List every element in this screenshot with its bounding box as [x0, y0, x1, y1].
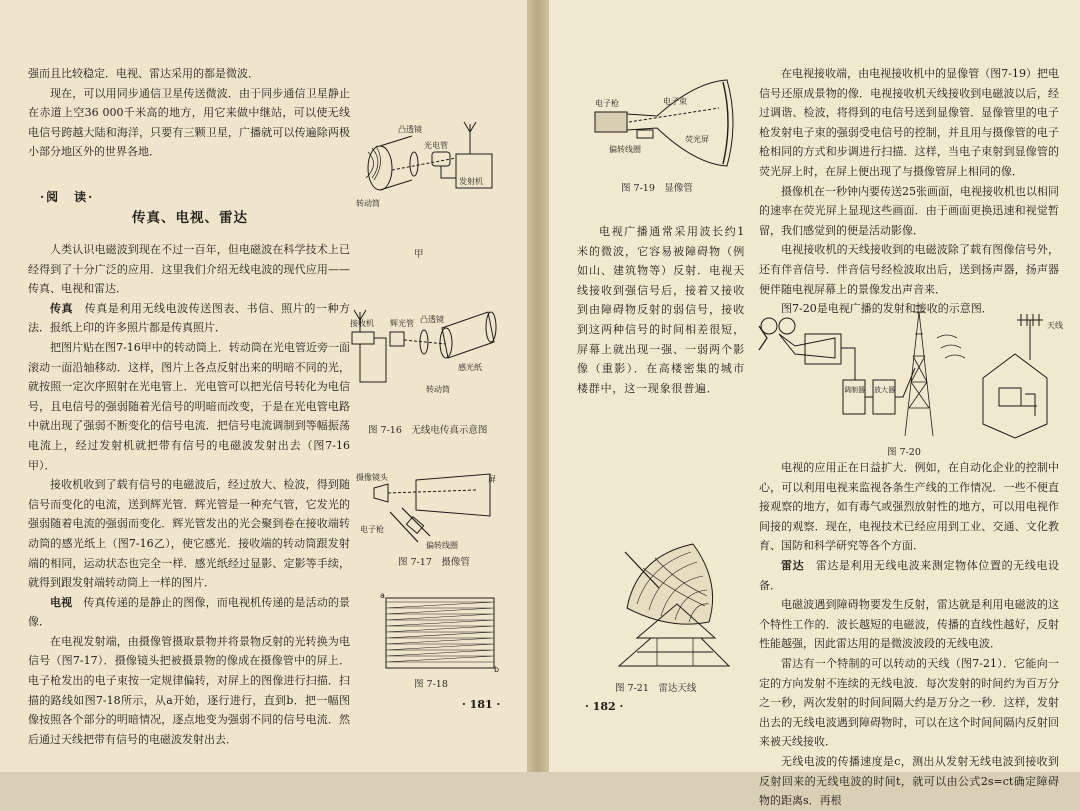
camera-body	[779, 334, 835, 358]
figure-7-17	[356, 470, 502, 550]
camera-reel	[761, 318, 777, 334]
paragraph: 电磁波遇到障碍物要发生反射，雷达就是利用电磁波的这个特性工作的．波长越短的电磁波，传播的直线性越好，反射性能越强，因此雷达用的是微波波段的无线电波．	[759, 598, 1059, 651]
tv-receiver-text	[759, 64, 1059, 319]
intro-text	[28, 64, 350, 162]
tv-broadcast-diagram	[755, 298, 1065, 440]
label-glow-tube: 辉光管	[390, 319, 414, 328]
body-text-column	[28, 240, 350, 749]
scan-path-diagram	[378, 590, 500, 672]
figure-caption: 图 7-20	[887, 447, 921, 458]
right-page	[548, 0, 1080, 808]
electron-gun	[595, 112, 627, 132]
figure-7-19	[587, 78, 747, 170]
paragraph: 人类认识电磁波到现在不过一百年，但电磁波在科学技术上已经得到了十分广泛的应用．这里我们介绍无线电波的现代应用——传真、电视和雷达．	[28, 243, 350, 296]
light-ray	[392, 158, 456, 170]
glow-tube	[390, 332, 404, 346]
tube-body	[627, 80, 733, 166]
paragraph-radar	[759, 556, 1059, 595]
radar-dish	[627, 544, 713, 624]
deflection-coil	[637, 130, 653, 138]
pedestal	[619, 638, 729, 666]
tv-set	[999, 388, 1021, 406]
left-page	[0, 0, 528, 772]
paragraph: 摄像机在一秒钟内要传送25张画面，电视接收机也以相同的速率在荧光屏上显现这些画面．由于画面更换迅速和视觉暂留，我们感觉到的便是活动影像．	[759, 184, 1059, 237]
label-electron-gun: 电子枪	[360, 525, 384, 534]
figure-7-18	[378, 590, 500, 672]
page-number: · 182 ·	[585, 700, 624, 713]
camera-tube-diagram	[356, 470, 502, 550]
deflection-coil	[406, 517, 423, 534]
label-screen: 屏	[488, 475, 496, 484]
paragraph: 现在，可以用同步通信卫星传送微波．由于同步通信卫星静止在赤道上空36 000千米高的地方，用它来做中继站，可以使无线电信号跨越大陆和海洋，只要有三颗卫星，广播就可以传遍除两极小部分地区外的世界各地．	[28, 86, 350, 159]
label-photo-paper: 感光纸	[458, 363, 482, 372]
receiver-box	[352, 332, 374, 344]
book-gutter	[528, 0, 548, 772]
paragraph: 无线电波的传播速度是c，测出从发射无线电波到接收到反射回来的无线电波的时间t，就可以由公式2s=ct确定障碍物的距离s．再根	[759, 754, 1059, 808]
camera-box	[805, 334, 841, 364]
drum-with-paper	[442, 312, 494, 358]
label-a: a	[380, 591, 385, 600]
figure-caption: 图 7-17 摄像管	[398, 557, 470, 568]
paragraph: 强而且比较稳定．电视、雷达采用的都是微波．	[28, 67, 259, 80]
house	[983, 354, 1047, 438]
transmission-tower	[905, 312, 933, 436]
tv-antenna	[1017, 314, 1043, 360]
lens	[410, 152, 418, 176]
term-fax: 传真	[50, 301, 74, 315]
figure-caption: 图 7-16 无线电传真示意图	[368, 425, 488, 436]
fluorescent-screen	[723, 82, 728, 164]
figure-7-21	[597, 538, 747, 670]
paragraph: 在电视接收端，由电视接收机中的显像管（图7-19）把电信号还原成景物的像．电视接收机天线接收到电磁波以后，经过调谐、检波，将得到的电信号送到显像管．显像管里的电子枪发射电子束的强弱受电信号的控制，并且用与摄像管的电子枪相同的方式和步调进行扫描．这样，当电子束射到显像管的荧光屏上时，在屏上便出现了与摄像管屏上相同的像．	[759, 67, 1059, 178]
term-tv: 电视	[50, 595, 73, 609]
figure-caption: 图 7-19 显像管	[621, 183, 693, 194]
paragraph: 接收机收到了载有信号的电磁波后，经过放大、检波，得到随信号而变化的电流，送到辉光管．辉光管是一种充气管，它发光的强弱随着电流的强弱而变化．辉光管发出的光会聚到卷在接收端转动筒的感光纸上（图7-16乙），使它感光．接收端的转动筒跟发射端的相同，运动状态也完全一样．感光纸经过显影、定影等手续，就得到跟发射端转动筒上一样的图片．	[28, 478, 350, 590]
label-b: b	[494, 665, 500, 674]
tv-definition: 传真传递的是静止的图像，而电视机传递的是活动的景像．	[28, 595, 351, 629]
drum-end	[368, 146, 392, 190]
label-receiver: 接收机	[350, 319, 374, 328]
scan-lines	[386, 602, 494, 662]
paragraph: 雷达有一个特制的可以转动的天线（图7-21）．它能向一定的方向发射不连续的无线电波．每次发射的时间约为百万分之一秒，两次发射的时间间隔大约是万分之一秒．这样，发射出去的无线电波遇到障碍物时，可以在这个时间间隔内反射回来被天线接收．	[759, 656, 1059, 749]
label-deflection-coil: 偏转线圈	[609, 145, 641, 154]
paragraph: 图7-20是电视广播的发射和接收的示意图．	[781, 302, 993, 316]
paragraph: 电视广播通常采用波长约1米的微波，它容易被障碍物（例如山、建筑物等）反射．电视天线接收到强信号后，接着又接收到由障碍物反射的弱信号，接收到这两种信号的时间相差很短，屏幕上就出现一强、一弱两个影像（重影）．在高楼密集的城市楼群中，这一现象很普遍．	[577, 225, 745, 395]
label-transmitter: 发射机	[459, 177, 483, 186]
picture-tube-diagram	[587, 78, 747, 170]
label-electron-beam: 电子束	[663, 97, 687, 106]
section-title: 传真、电视、雷达	[132, 210, 248, 226]
label-amplifier: 放大器	[874, 386, 895, 394]
ghost-image-text	[577, 222, 745, 398]
camera-lens	[374, 484, 388, 502]
label-modulator: 调制器	[844, 386, 865, 394]
antenna	[464, 122, 476, 154]
label-photocell: 光电管	[424, 141, 448, 150]
paragraph-tv	[28, 593, 350, 632]
label-electron-gun: 电子枪	[595, 99, 619, 108]
radio-waves	[937, 335, 965, 358]
radar-definition: 雷达是利用无线电波来测定物体位置的无线电设备．	[759, 558, 1060, 592]
reading-label: ·阅 读·	[40, 190, 95, 204]
term-radar: 雷达	[781, 558, 805, 572]
figure-7-16-jia	[352, 118, 502, 228]
photocell	[432, 152, 450, 166]
radar-text-column	[759, 458, 1059, 811]
label-antenna: 天线	[1047, 321, 1063, 330]
label-drum: 转动筒	[356, 199, 380, 208]
fax-transmitter-diagram	[352, 118, 502, 228]
drum-body	[380, 136, 412, 190]
paragraph: 把图片贴在图7-16甲中的转动筒上．转动筒在光电管近旁一面滚动一面沿轴移动．这样，图片上各点反射出来的明暗不同的光，就按照一定次序照射在光电管上．光电管可以把光信号转化为电信号，且电信号的强弱随着光信号的明暗而改变，于是在光电管电路中就出现了强弱不断变化的信号电流．把信号电流调制到等幅振荡电流上，经过发射机就把带有信号的电磁波发射出去（图7-16甲）．	[28, 340, 350, 472]
figure-7-16-yi	[350, 302, 500, 410]
label-jia: 甲	[414, 249, 424, 260]
paragraph: 电视的应用正在日益扩大．例如，在自动化企业的控制中心，可以利用电视来监视各条生产线的工作情况．一些不便直接观察的地方，如有毒气或强烈放射性的地方，可以用电视作间接的观察．现在，电视技术已经应用到工业、交通、文化教育、国防和科学研究等各个方面．	[759, 461, 1059, 553]
paragraph: 在电视发射端，由摄像管摄取景物并将景物反射的光转换为电信号（图7-17）．摄像镜头把被摄景物的像成在摄像管中的屏上．电子枪发出的电子束按一定规律偏转，对屏上的图像进行扫描．扫描的路线如图7-18所示，从a开始，逐行进行，直到b．把一幅图像按照各个部分的明暗情况，逐点地变为强弱不同的信号电流．然后通过天线把带有信号的电磁波发射出去．	[28, 634, 350, 746]
figure-caption: 图 7-18	[414, 679, 448, 690]
page-number: · 181 ·	[462, 698, 501, 711]
label-drum: 转动筒	[426, 385, 450, 394]
radar-antenna-drawing	[597, 538, 747, 670]
fax-receiver-diagram	[350, 302, 500, 410]
label-camera-lens: 摄像镜头	[356, 473, 388, 482]
fax-definition: 传真是利用无线电波传送图表、书信、照片的一种方法．报纸上印的许多照片都是传真照片．	[28, 301, 351, 335]
label-lens: 凸透镜	[398, 125, 422, 134]
paragraph: 电视接收机的天线接收到的电磁波除了载有图像信号外，还有伴音信号．伴音信号经检波取出后，送到扬声器，扬声器便伴随电视屏幕上的景像发出声音来．	[759, 243, 1059, 296]
figure-7-20	[755, 298, 1065, 440]
tube-neck	[390, 508, 430, 542]
label-lens: 凸透镜	[420, 315, 444, 324]
paragraph-fax	[28, 299, 350, 338]
figure-caption: 图 7-21 雷达天线	[615, 683, 697, 694]
screen	[416, 474, 490, 516]
label-fluorescent-screen: 荧光屏	[685, 135, 709, 144]
label-deflection-coil: 偏转线圈	[426, 541, 458, 550]
